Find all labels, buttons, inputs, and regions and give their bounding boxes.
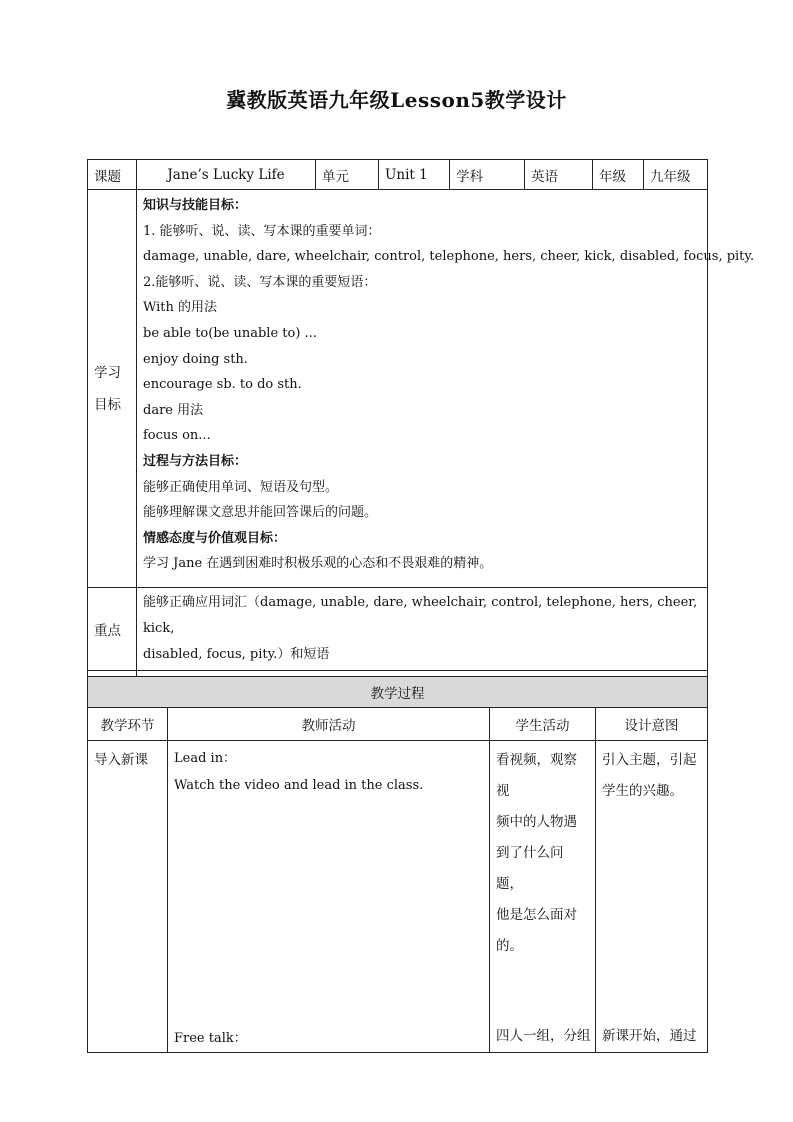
column-header-teacher: 教师活动 — [168, 708, 490, 741]
objective-line: dare 用法 — [143, 402, 204, 418]
process-title-row — [88, 677, 708, 708]
student-activity-line: 看视频，观察视 — [496, 752, 577, 799]
teacher-activity-line: Lead in： — [174, 751, 237, 766]
objective-line: be able to(be unable to) ... — [143, 325, 317, 341]
objective-line: With 的用法 — [143, 300, 218, 316]
objective-heading: 情感态度与价值观目标： — [143, 530, 287, 546]
objective-heading: 过程与方法目标： — [143, 453, 248, 469]
topic-value: Jane’s Lucky Life — [137, 160, 316, 190]
design-intent-line: 新课开始，通过 — [602, 1028, 697, 1044]
column-header-student: 学生活动 — [490, 708, 596, 741]
objective-heading: 知识与技能目标： — [143, 198, 248, 213]
objective-line: 2.能够听、说、读、写本课的重要短语： — [143, 274, 377, 290]
objective-line: 学习 Jane 在遇到困难时积极乐观的心态和不畏艰难的精神。 — [143, 556, 493, 572]
objective-line: focus on... — [143, 428, 211, 444]
unit-value: Unit 1 — [379, 160, 450, 190]
objective-line: enjoy doing sth. — [143, 351, 248, 367]
header-row — [88, 160, 708, 190]
column-header-intent: 设计意图 — [596, 708, 708, 741]
student-activity-line: 的。 — [496, 938, 523, 954]
design-intent-line: 学生的兴趣。 — [602, 783, 683, 799]
lesson-info-table — [87, 159, 755, 702]
key-points-label: 重点 — [88, 588, 137, 671]
key-points-content: 能够正确应用词汇（damage, unable, dare, wheelchair, control, telephone, hers, cheer, kick, disabled, focus, pity.）和短语 — [137, 588, 708, 671]
topic-label: 课题 — [88, 160, 137, 190]
process-row — [88, 741, 708, 1053]
student-activity-line: 频中的人物遇 — [496, 814, 577, 830]
process-header-row — [88, 708, 708, 741]
design-intent-cell — [596, 741, 708, 1053]
page-title: 冀教版英语九年级Lesson5教学设计 — [226, 88, 567, 112]
stage-text: 导入新课 — [94, 752, 148, 768]
difficult-points-label: 难点 — [88, 671, 137, 702]
objective-line: damage, unable, dare, wheelchair, control, telephone, hers, cheer, kick, disabled, focus, pity. — [143, 249, 755, 265]
column-header-stage: 教学环节 — [88, 708, 168, 741]
grade-value: 九年级 — [644, 160, 708, 190]
objectives-label: 学习 目标 — [88, 190, 137, 588]
objectives-row — [88, 190, 708, 588]
subject-value: 英语 — [525, 160, 593, 190]
student-activity-line: 到了什么问题， — [496, 845, 564, 892]
subject-label: 学科 — [450, 160, 525, 190]
student-activity-line: 四人一组，分组 — [496, 1028, 591, 1044]
objective-line: 能够正确使用单词、短语及句型。 — [143, 479, 339, 495]
teaching-process-table — [87, 676, 708, 1053]
student-activity-line: 他是怎么面对 — [496, 907, 577, 923]
teacher-activity-line: Watch the video and lead in the class. — [174, 778, 424, 793]
key-points-row — [88, 588, 708, 671]
teacher-activity-line: Free talk： — [174, 1031, 247, 1046]
difficult-points-content: 讨论生活中遇到问题时应该如何面对。 — [137, 671, 708, 702]
objective-line: 能够理解课文意思并能回答课后的问题。 — [143, 505, 378, 521]
objective-line: 1. 能够听、说、读、写本课的重要单词： — [143, 223, 381, 239]
objective-line: encourage sb. to do sth. — [143, 377, 302, 393]
objectives-content — [137, 190, 755, 588]
teacher-activity-cell — [168, 741, 490, 1053]
grade-label: 年级 — [593, 160, 644, 190]
unit-label: 单元 — [316, 160, 379, 190]
design-intent-line: 引入主题，引起 — [602, 752, 697, 768]
student-activity-cell — [490, 741, 596, 1053]
process-section-title: 教学过程 — [88, 677, 708, 708]
stage-cell — [88, 741, 168, 1053]
